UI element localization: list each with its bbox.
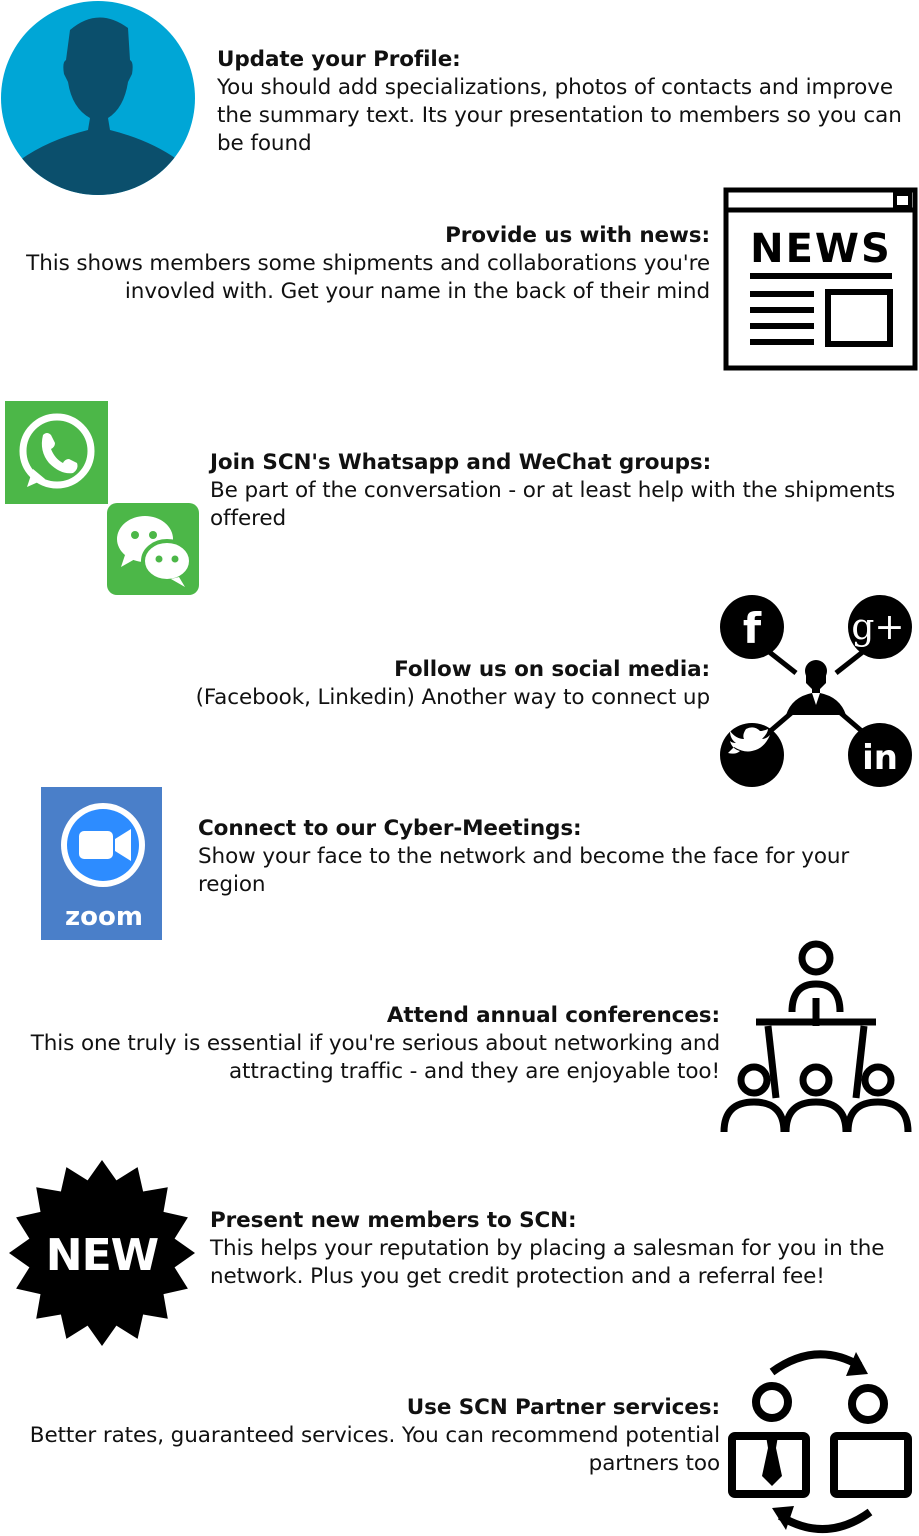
section-heading: Connect to our Cyber-Meetings: xyxy=(198,816,582,841)
section-heading: Update your Profile: xyxy=(217,47,461,72)
linkedin-letter: in xyxy=(862,738,898,778)
user-silhouette-icon xyxy=(0,0,197,197)
wechat-icon xyxy=(107,503,199,595)
section-groups xyxy=(210,449,915,533)
news-label: NEWS xyxy=(750,226,892,272)
section-line: (Facebook, Linkedin) Another way to connect up xyxy=(195,685,710,710)
section-conferences xyxy=(0,1002,720,1086)
section-line: Be part of the conversation - or at least help with the shipments xyxy=(210,478,896,503)
section-line: This helps your reputation by placing a salesman for you in the xyxy=(210,1236,885,1261)
section-line: partners too xyxy=(588,1451,720,1476)
zoom-label: zoom xyxy=(65,902,143,932)
section-heading: Follow us on social media: xyxy=(394,657,710,682)
section-heading: Join SCN's Whatsapp and WeChat groups: xyxy=(210,450,712,475)
section-partners xyxy=(0,1394,720,1478)
section-heading: Attend annual conferences: xyxy=(386,1003,720,1028)
section-line: attracting traffic - and they are enjoyable too! xyxy=(228,1059,720,1084)
facebook-letter: f xyxy=(742,604,762,653)
zoom-icon xyxy=(41,787,162,940)
section-line: Show your face to the network and become the face for your xyxy=(198,844,850,869)
section-meetings xyxy=(198,815,913,899)
section-new-members xyxy=(210,1207,915,1291)
new-label: NEW xyxy=(45,1230,159,1281)
section-line: You should add specializations, photos of contacts and improve xyxy=(217,75,893,100)
section-line: Better rates, guaranteed services. You can recommend potential xyxy=(29,1423,720,1448)
section-line: invovled with. Get your name in the back of their mind xyxy=(124,279,710,304)
section-line: the summary text. Its your presentation to members so you can xyxy=(217,103,902,128)
section-social xyxy=(0,656,710,712)
section-news xyxy=(0,222,710,306)
social-network-icon xyxy=(716,593,916,790)
section-heading: Provide us with news: xyxy=(445,223,710,248)
section-line: This shows members some shipments and collaborations you're xyxy=(26,251,710,276)
section-line: be found xyxy=(217,131,312,156)
conference-icon xyxy=(720,938,914,1136)
section-line: region xyxy=(198,872,266,897)
section-heading: Present new members to SCN: xyxy=(210,1208,577,1233)
whatsapp-icon xyxy=(5,401,108,504)
partners-exchange-icon xyxy=(726,1344,916,1536)
section-line: This one truly is essential if you're serious about networking and xyxy=(30,1031,720,1056)
section-heading: Use SCN Partner services: xyxy=(406,1395,720,1420)
new-badge-icon xyxy=(8,1158,196,1348)
section-line: network. Plus you get credit protection and a referral fee! xyxy=(210,1264,825,1289)
gplus-letter: g+ xyxy=(851,607,905,648)
section-line: offered xyxy=(210,506,287,531)
section-profile xyxy=(217,46,917,158)
newspaper-icon xyxy=(722,186,919,372)
